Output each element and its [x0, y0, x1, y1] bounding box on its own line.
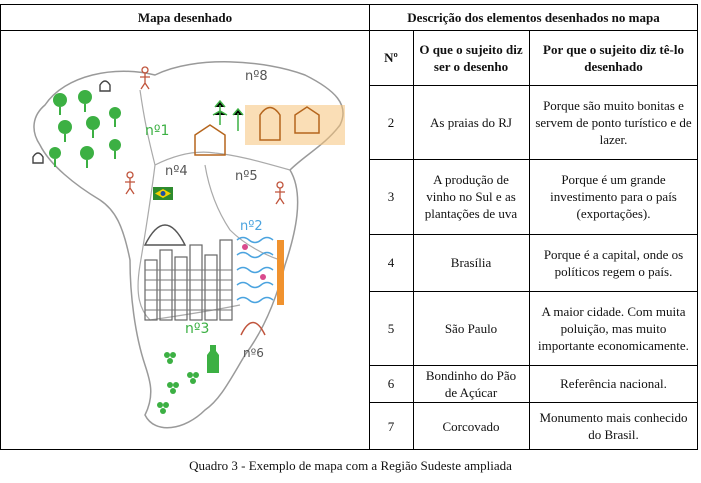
map-label: nº4 — [165, 164, 188, 179]
row-number: 7 — [387, 418, 395, 434]
flag-icon — [161, 191, 166, 196]
drawn-map-of-brazil — [5, 35, 361, 443]
building-windows — [145, 270, 232, 310]
row-number: 4 — [387, 255, 395, 270]
map-label: nº1 — [145, 123, 170, 139]
row-what: A produção de vinho no Sul e as plantações de uva — [424, 172, 518, 221]
marker — [260, 274, 266, 280]
row-number: 5 — [387, 320, 395, 336]
table-frame — [0, 4, 698, 450]
map-label: nº8 — [245, 69, 268, 84]
row-what: Brasília — [450, 255, 492, 270]
grape-icons — [157, 352, 199, 414]
row-what: Corcovado — [442, 418, 500, 434]
row-why: Porque é um grande investimento para o país (exportações). — [550, 172, 677, 221]
row-what: Bondinho do Pão de Açúcar — [425, 367, 517, 400]
row-why: Porque é a capital, onde os políticos regem o país. — [543, 246, 684, 279]
row-why: Referência nacional. — [560, 376, 667, 391]
what-header: O que o sujeito diz ser o desenho — [419, 41, 523, 74]
row-number: 6 — [387, 376, 395, 391]
wine-bottle-icon — [207, 345, 219, 373]
map-label: nº3 — [185, 321, 210, 337]
figure-caption: Quadro 3 - Exemplo de mapa com a Região Sudeste ampliada — [189, 458, 512, 473]
row-what: São Paulo — [444, 320, 498, 336]
row-why: Porque são muito bonitas e servem de ponto turístico e de lazer. — [535, 97, 692, 147]
row-number: 2 — [387, 114, 395, 130]
map-label: nº6 — [243, 346, 264, 360]
table-column-header: Descrição dos elementos desenhados no mapa — [407, 10, 660, 25]
number-header: Nº — [384, 50, 398, 65]
house-icon — [195, 125, 225, 155]
marker — [242, 244, 248, 250]
map-label: nº2 — [240, 219, 263, 234]
row-why: Monumento mais conhecido do Brasil. — [539, 410, 688, 442]
cable-car-tower — [277, 240, 284, 305]
map-label: nº5 — [235, 169, 258, 184]
congress-icon — [145, 225, 185, 245]
plant-icon — [213, 101, 243, 131]
why-header: Por que o sujeito diz tê-lo desenhado — [543, 41, 684, 74]
row-number: 3 — [387, 189, 395, 204]
row-why: A maior cidade. Com muita poluição, mas muito importante economicamente. — [538, 303, 689, 353]
mountain-icon — [241, 323, 265, 336]
row-what: As praias do RJ — [430, 114, 512, 130]
map-column-header: Mapa desenhado — [137, 10, 233, 25]
